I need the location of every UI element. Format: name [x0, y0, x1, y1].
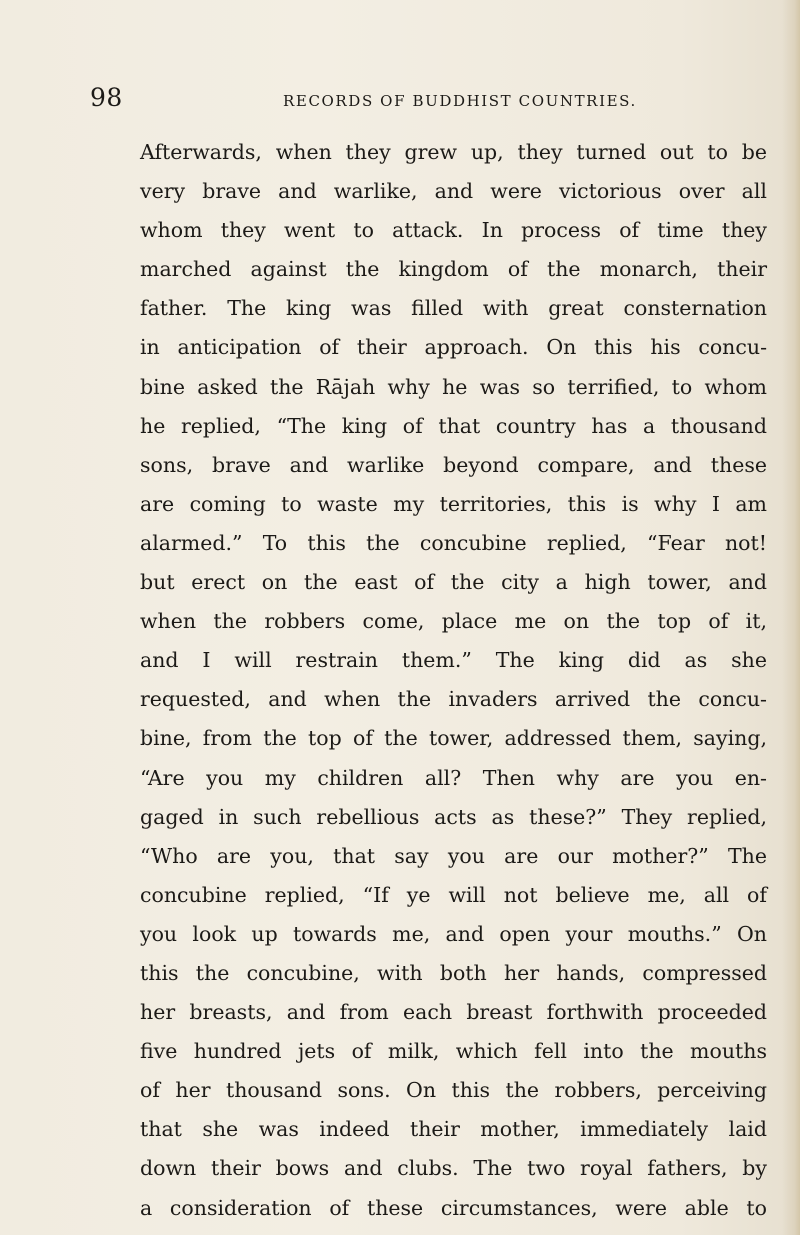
text-line: father. The king was filled with great consternation: [140, 296, 767, 321]
text-line: “Who are you, that say you are our mother?” The: [140, 843, 767, 868]
body-text: [140, 133, 767, 1228]
text-line: this the concubine, with both her hands, compressed: [140, 960, 767, 985]
text-line: very brave and warlike, and were victorious over all: [140, 179, 767, 204]
text-line: alarmed.” To this the concubine replied, “Fear not!: [140, 530, 767, 555]
text-line: down their bows and clubs. The two royal fathers, by: [140, 1156, 767, 1181]
text-line: marched against the kingdom of the monarch, their: [140, 257, 767, 282]
text-line: when the robbers come, place me on the top of it,: [140, 609, 767, 634]
text-line: her breasts, and from each breast forthwith proceeded: [140, 1000, 767, 1025]
text-line: but erect on the east of the city a high tower, and: [140, 570, 767, 595]
page-number: 98: [90, 83, 123, 112]
text-line: bine, from the top of the tower, addressed them, saying,: [140, 726, 767, 751]
text-line: of her thousand sons. On this the robbers, perceiving: [140, 1078, 767, 1103]
text-line: requested, and when the invaders arrived the concu-: [140, 687, 767, 712]
page-edge-shadow: [782, 0, 800, 1235]
text-line: “Are you my children all? Then why are you en-: [140, 765, 767, 790]
text-line: a consideration of these circumstances, were able to: [140, 1195, 767, 1220]
text-line: concubine replied, “If ye will not believe me, all of: [140, 882, 767, 907]
text-line: sons, brave and warlike beyond compare, and these: [140, 452, 767, 477]
text-line: that she was indeed their mother, immediately laid: [140, 1117, 767, 1142]
text-line: five hundred jets of milk, which fell into the mouths: [140, 1039, 767, 1064]
text-line: are coming to waste my territories, this is why I am: [140, 491, 767, 516]
text-line: in anticipation of their approach. On this his concu-: [140, 335, 767, 360]
text-line: gaged in such rebellious acts as these?” They replied,: [140, 804, 767, 829]
text-line: bine asked the Rājah why he was so terrified, to whom: [140, 374, 767, 399]
running-title: RECORDS OF BUDDHIST COUNTRIES.: [283, 92, 637, 110]
text-line: he replied, “The king of that country has a thousand: [140, 413, 767, 438]
text-line: whom they went to attack. In process of time they: [140, 218, 767, 243]
text-line: you look up towards me, and open your mouths.” On: [140, 921, 767, 946]
text-line: Afterwards, when they grew up, they turned out to be: [140, 140, 767, 164]
text-line: and I will restrain them.” The king did as she: [140, 648, 767, 673]
